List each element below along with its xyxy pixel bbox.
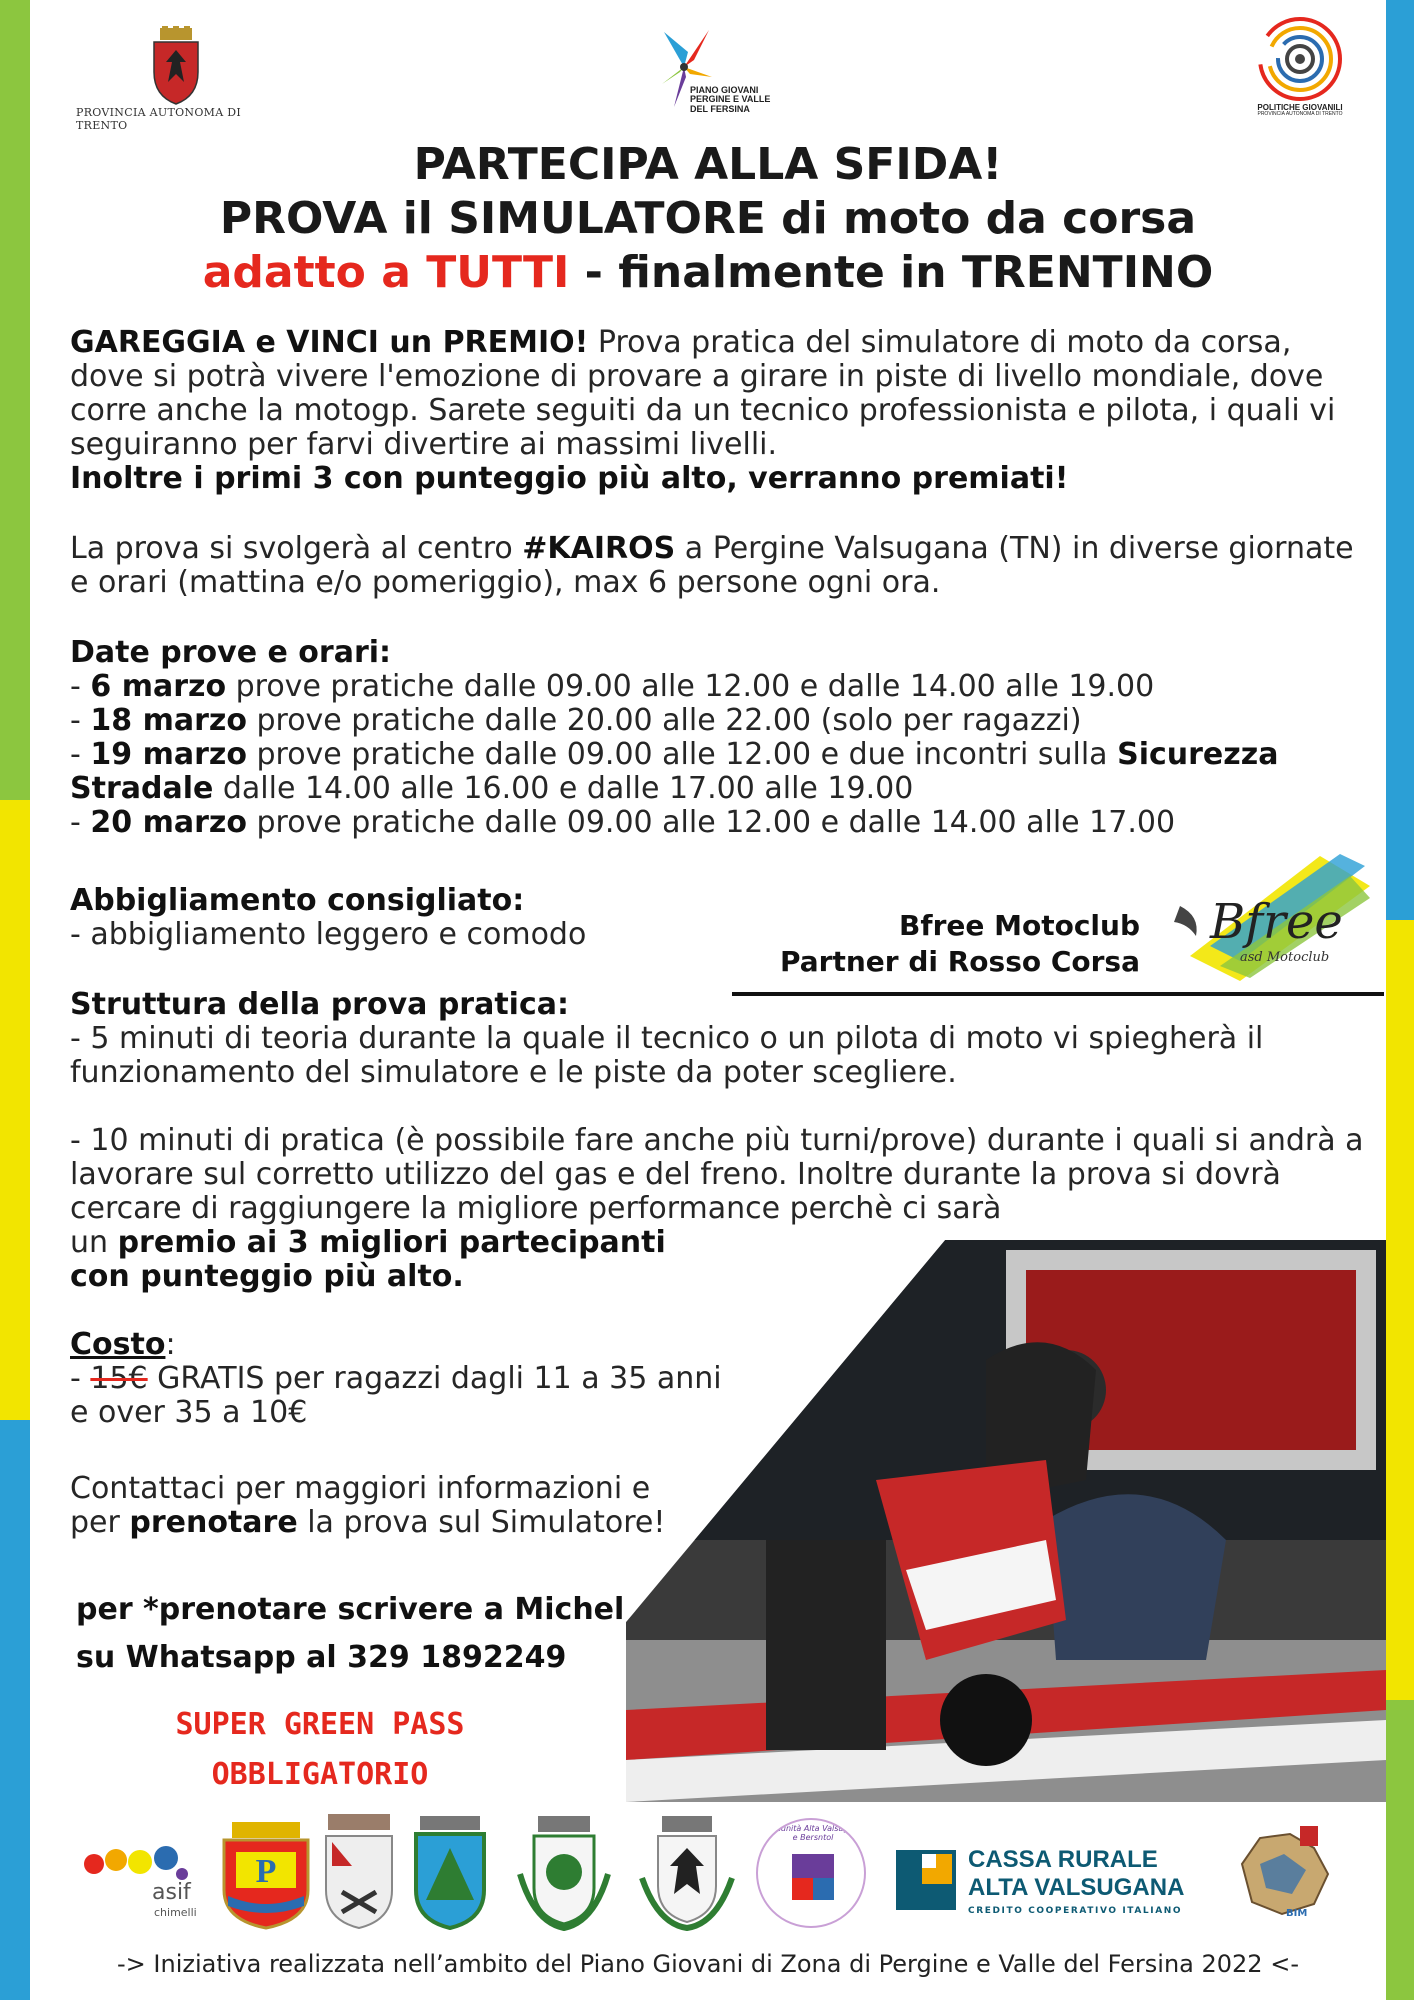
clothing-section <box>70 884 710 952</box>
title-line3-rest: - finalmente in TRENTINO <box>569 247 1214 298</box>
crest-4 <box>514 1814 614 1932</box>
municipal-crest-green-icon <box>514 1814 614 1932</box>
cost-over35: e over 35 a 10€ <box>70 1395 308 1430</box>
date-1-text: prove pratiche dalle 09.00 alle 12.00 e dalle 14.00 alle 19.00 <box>226 669 1155 704</box>
provincia-caption: PROVINCIA AUTONOMA DI TRENTO <box>76 106 242 132</box>
bfree-logo-sub: asd Motoclub <box>1240 950 1330 965</box>
provincia-logo <box>76 26 276 132</box>
dates-heading: Date prove e orari: <box>70 635 392 670</box>
location-paragraph <box>70 532 1360 600</box>
partner-text <box>740 908 1140 980</box>
contact-section <box>70 1472 770 1540</box>
asif-name: asif <box>152 1880 191 1905</box>
contact-after: la prova sul Simulatore! <box>297 1505 666 1540</box>
green-pass-notice <box>90 1700 550 1800</box>
comunita-logo <box>756 1818 866 1928</box>
cassa-rurale-square-icon <box>896 1850 956 1910</box>
date-item-4: - 20 marzo prove pratiche dalle 09.00 alle 12.00 e dalle 14.00 alle 17.00 <box>70 805 1176 840</box>
title-line3-red: adatto a TUTTI <box>202 247 570 298</box>
location-text-after: a Pergine Valsugana (TN) in diverse giornate e orari (mattina e/o pomeriggio), max 6 persone ogni ora. <box>70 531 1354 600</box>
booking-whatsapp: su Whatsapp al 329 1892249 <box>76 1640 567 1675</box>
partner-line2: Partner di Rosso Corsa <box>780 945 1140 978</box>
cost-dash: - <box>70 1361 91 1396</box>
right-green-bar <box>1386 1700 1414 2000</box>
date-4-label: 20 marzo <box>90 805 247 840</box>
title-line2: PROVA il SIMULATORE di moto da corsa <box>219 193 1197 244</box>
municipal-crest-mine-icon <box>322 1812 396 1930</box>
cost-colon: : <box>165 1327 176 1362</box>
asif-logo <box>78 1832 198 1922</box>
title-line3 <box>30 246 1386 300</box>
crest-3 <box>404 1814 496 1932</box>
date-3-text-b: dalle 14.00 alle 16.00 e dalle 17.00 alle 19.00 <box>213 771 914 806</box>
bim-logo <box>1230 1824 1338 1924</box>
intro-text: Prova pratica del simulatore di moto da corsa, dove si potrà vivere l'emozione di provare a girare in piste di livello mondiale, dove corre anche la motogp. Sarete seguiti da un tecnico professionista e pilota, i quali vi seguiranno per farvi divertire ai massimi livelli. <box>70 325 1336 462</box>
date-item-1: - 6 marzo prove pratiche dalle 09.00 alle 12.00 e dalle 14.00 alle 19.00 <box>70 669 1155 704</box>
date-3-sicurezza: Sicurezza Stradale <box>70 737 1279 806</box>
trento-crest-icon <box>148 26 204 106</box>
structure-section <box>70 988 1370 1090</box>
politiche-sub: PROVINCIA AUTONOMA DI TRENTO <box>1257 111 1343 118</box>
partner-line1: Bfree Motoclub <box>899 909 1140 942</box>
booking-line1: per *prenotare scrivere a Michel <box>76 1592 625 1627</box>
bfree-logo <box>1170 836 1380 986</box>
piano-giovani-logo <box>650 22 790 122</box>
date-item-3: - 19 marzo prove pratiche dalle 09.00 alle 12.00 e due incontri sulla Sicurezza Stradale dalle 14.00 alle 16.00 e dalle 17.00 alle 19.00 <box>70 737 1279 806</box>
crest-2 <box>322 1812 396 1930</box>
piano-giovani-line2: PERGINE E VALLE <box>690 94 771 105</box>
structure-p2-cont <box>70 1226 730 1294</box>
comunita-text: Comunità Alta Valsugana e Bersntol <box>762 1824 864 1842</box>
structure-p2: - 10 minuti di pratica (è possibile fare anche più turni/prove) durante i quali si andrà a lavorare sul corretto utilizzo del gas e del freno. Inoltre durante la prova si dovrà cercare di raggiungere la migliore performance perchè ci sarà <box>70 1123 1364 1226</box>
contact-prenotare: prenotare <box>129 1505 298 1540</box>
date-4-text: prove pratiche dalle 09.00 alle 12.00 e dalle 14.00 alle 17.00 <box>246 805 1176 840</box>
bim-text: BIM <box>1286 1908 1308 1919</box>
cost-section <box>70 1328 830 1430</box>
cost-free-text: GRATIS per ragazzi dagli 11 a 35 anni <box>147 1361 722 1396</box>
structure-p1: - 5 minuti di teoria durante la quale il tecnico o un pilota di moto vi spiegherà il funzionamento del simulatore e le piste da poter scegliere. <box>70 1021 1264 1090</box>
dates-section <box>70 636 1370 840</box>
municipal-crest-tree-icon <box>404 1814 496 1932</box>
clothing-text: - abbigliamento leggero e comodo <box>70 917 587 952</box>
green-pass-line2: OBBLIGATORIO <box>211 1757 429 1792</box>
contact-before: per <box>70 1505 130 1540</box>
structure-p2-block <box>70 1124 1370 1226</box>
date-3-text-a: prove pratiche dalle 09.00 alle 12.00 e due incontri sulla <box>246 737 1118 772</box>
date-item-2: - 18 marzo prove pratiche dalle 20.00 alle 22.00 (solo per ragazzi) <box>70 703 1082 738</box>
svg-text:P: P <box>255 1853 277 1890</box>
piano-giovani-line1: PIANO GIOVANI <box>690 85 759 95</box>
municipal-crest-eagle-icon <box>634 1814 740 1932</box>
intro-lead: GAREGGIA e VINCI un PREMIO! <box>70 325 589 360</box>
crest-5 <box>634 1814 740 1932</box>
cost-heading: Costo <box>70 1327 166 1362</box>
asif-sub: chimelli <box>154 1906 197 1919</box>
bfree-logo-text: Bfree <box>1210 894 1343 950</box>
structure-prize: premio ai 3 migliori partecipanti con punteggio più alto. <box>70 1225 666 1294</box>
location-place: #KAIROS <box>522 531 676 566</box>
title-line1: PARTECIPA ALLA SFIDA! <box>413 139 1003 190</box>
politiche-giovanili-logo <box>1240 14 1360 118</box>
footer-note: -> Iniziativa realizzata nell’ambito del Piano Giovani di Zona di Pergine e Valle del Fersina 2022 <- <box>117 1950 1299 1978</box>
date-1-label: 6 marzo <box>90 669 227 704</box>
intro-prize: Inoltre i primi 3 con punteggio più alto, verranno premiati! <box>70 461 1069 496</box>
municipal-crest-p-icon <box>218 1820 314 1930</box>
structure-p2-cont-plain: un <box>70 1225 118 1260</box>
cassa-line2: ALTA VALSUGANA <box>968 1874 1185 1901</box>
date-2-text: prove pratiche dalle 20.00 alle 22.00 (solo per ragazzi) <box>246 703 1082 738</box>
date-3-label: 19 marzo <box>90 737 247 772</box>
bim-map-icon <box>1230 1824 1338 1924</box>
cassa-rurale-logo <box>896 1846 1206 1918</box>
politiche-caption: POLITICHE GIOVANILI <box>1257 103 1343 112</box>
left-blue-bar <box>0 1420 30 2000</box>
location-text-before: La prova si svolgerà al centro <box>70 531 523 566</box>
politiche-spiral-icon <box>1255 14 1345 104</box>
cost-old-price: 15€ <box>90 1361 148 1396</box>
green-pass-line1: SUPER GREEN PASS <box>175 1707 465 1742</box>
cassa-line1: CASSA RURALE <box>968 1846 1158 1873</box>
booking-info <box>76 1586 676 1682</box>
contact-line1: Contattaci per maggiori informazioni e <box>70 1471 651 1506</box>
cost-line1 <box>70 1362 830 1396</box>
piano-giovani-line3: DEL FERSINA <box>690 103 750 114</box>
date-2-label: 18 marzo <box>90 703 247 738</box>
crest-1 <box>218 1820 314 1930</box>
intro-paragraph <box>70 326 1360 496</box>
structure-heading: Struttura della prova pratica: <box>70 987 569 1022</box>
clothing-heading: Abbigliamento consigliato: <box>70 883 525 918</box>
cassa-line3: CREDITO COOPERATIVO ITALIANO <box>968 1906 1183 1916</box>
